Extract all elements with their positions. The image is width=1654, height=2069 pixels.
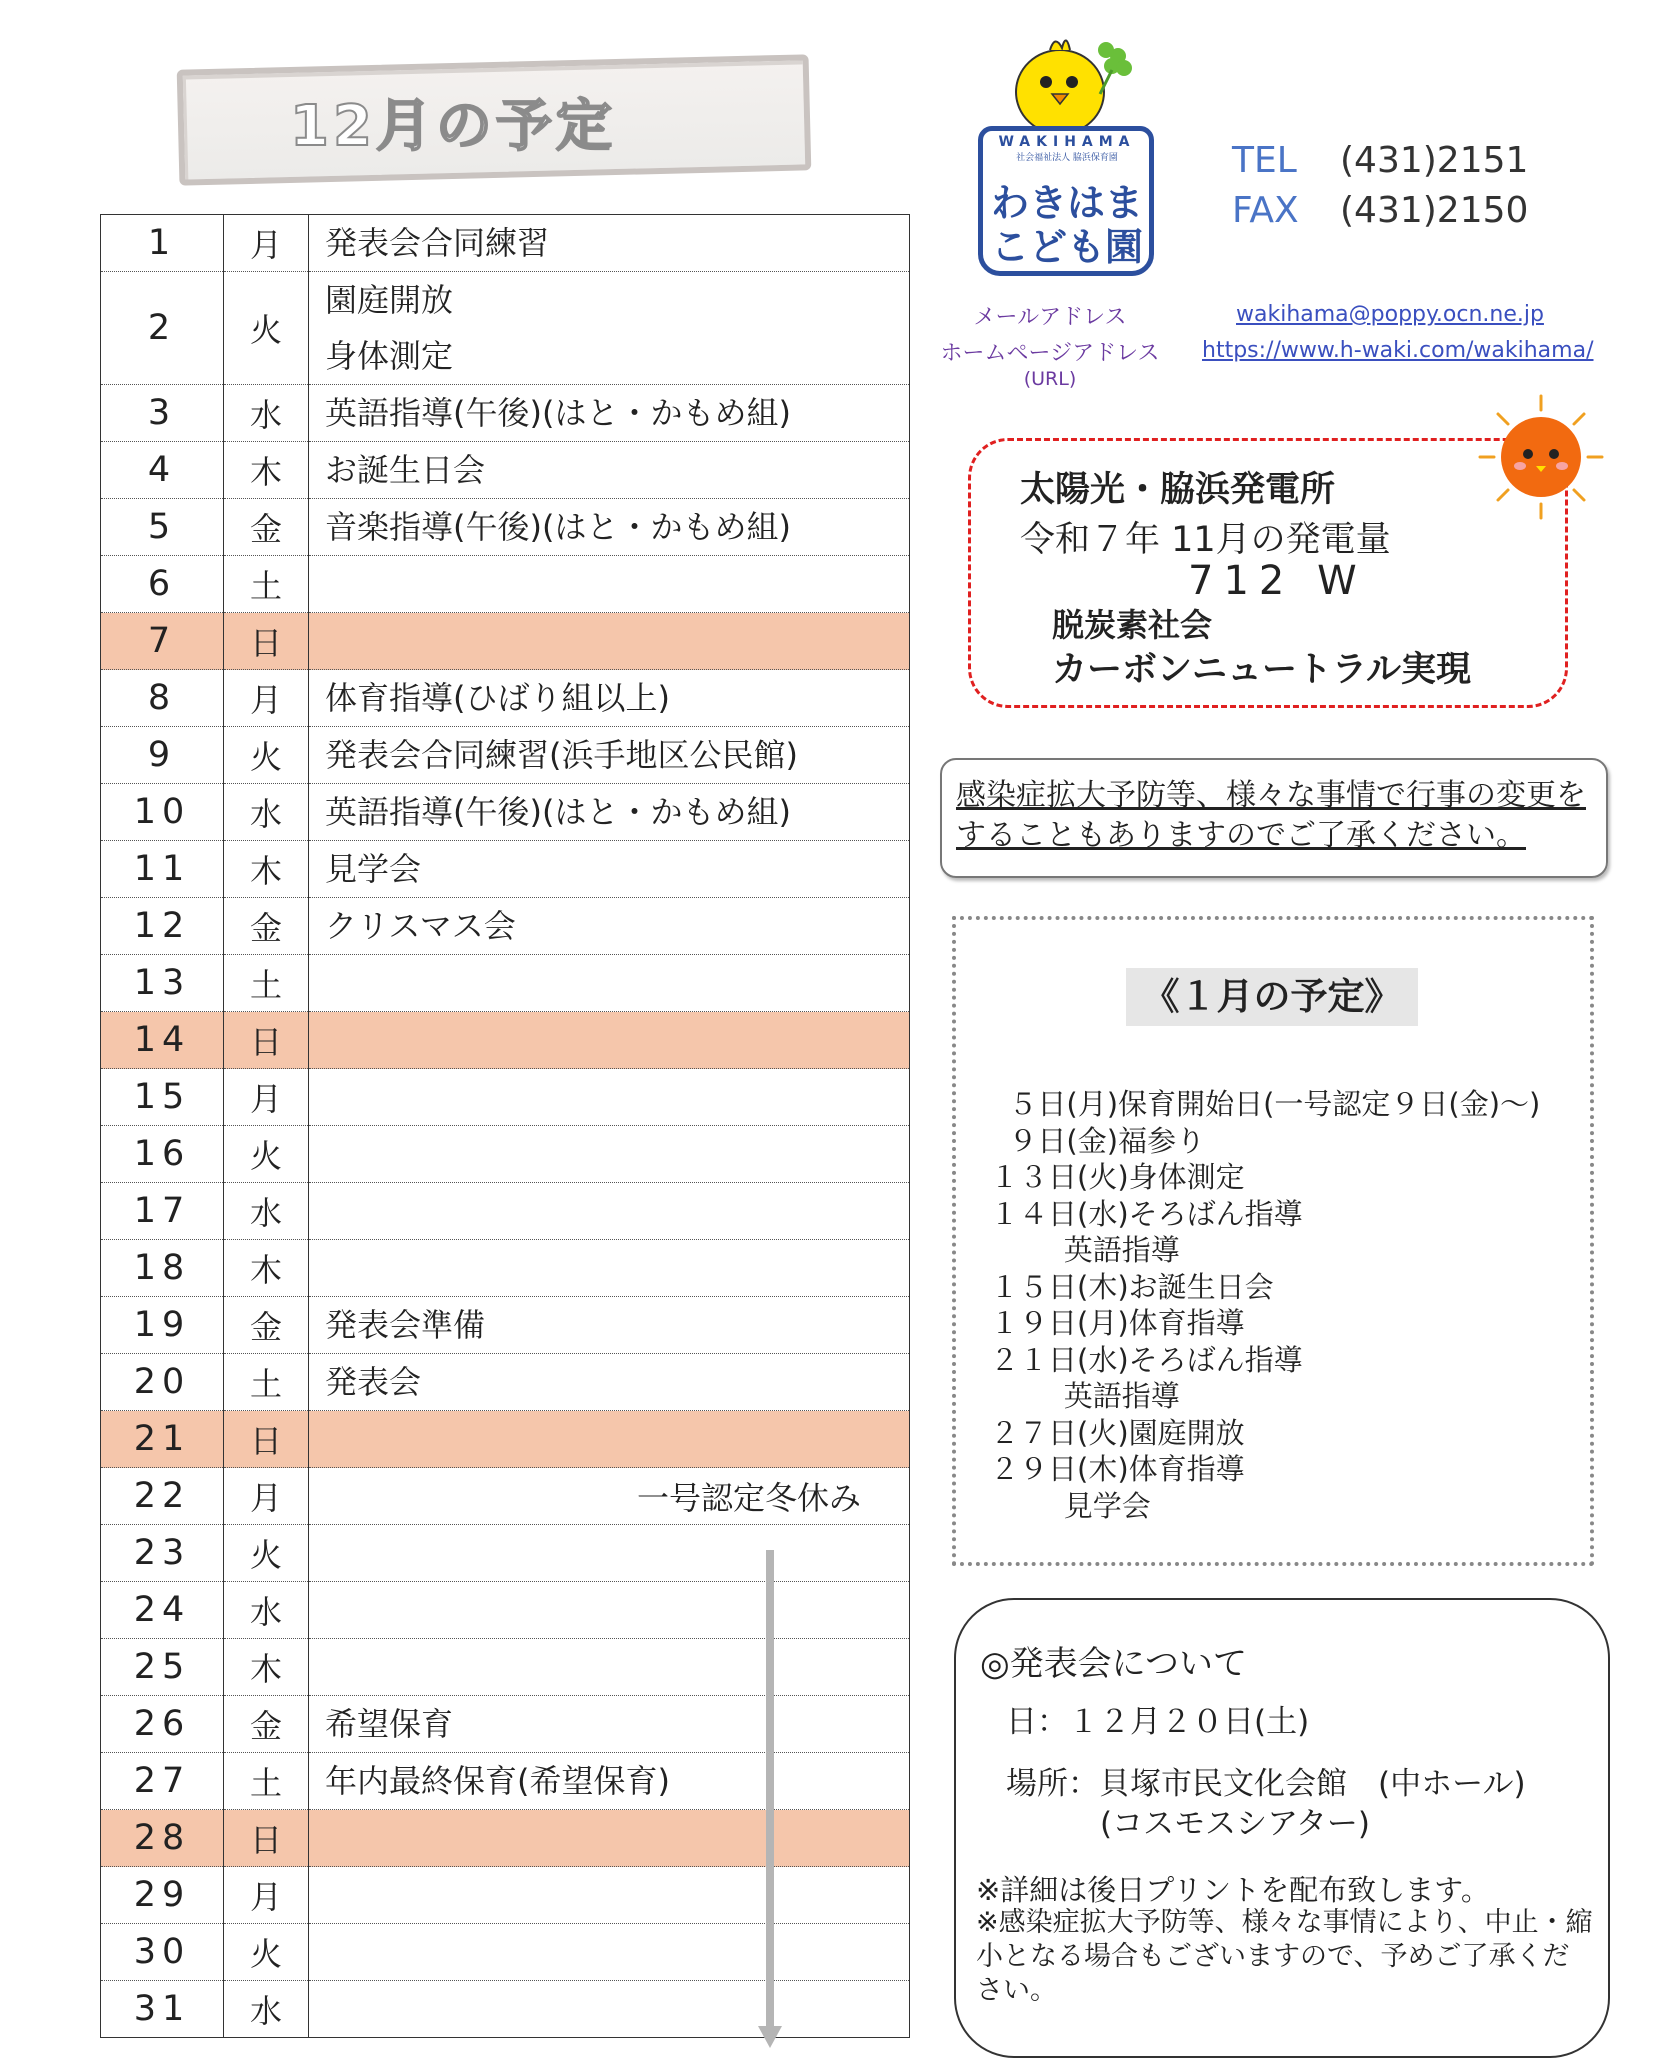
- notice-text: 感染症拡大予防等、様々な事情で行事の変更をすることもありますのでご了承ください。: [956, 778, 1586, 853]
- list-item: ５日(月)保育開始日(一号認定９日(金)～): [990, 1087, 1541, 1121]
- december-schedule-table: [100, 214, 910, 2038]
- event-cell: [309, 955, 910, 1012]
- event-text: 園庭開放: [325, 281, 454, 319]
- weekday: 月: [224, 670, 309, 727]
- weekday: 日: [224, 613, 309, 670]
- weekday: 水: [224, 784, 309, 841]
- day-number: 27: [101, 1753, 224, 1810]
- day-number: 22: [101, 1468, 224, 1525]
- list-item: ９日(金)福参り: [990, 1123, 1206, 1158]
- table-row: [101, 1354, 910, 1411]
- event-cell: [309, 272, 910, 385]
- page-title: 12月の予定: [290, 94, 616, 159]
- weekday: 金: [224, 898, 309, 955]
- event-cell: [309, 1867, 910, 1924]
- weekday: 火: [224, 1525, 309, 1582]
- mail-label: メールアドレス: [973, 305, 1127, 330]
- list-item: 英語指導: [990, 1233, 1180, 1267]
- recital-title: ◎発表会について: [980, 1644, 1247, 1684]
- january-list: [990, 1086, 1540, 1524]
- table-row: [101, 499, 910, 556]
- event-cell: [309, 1297, 910, 1354]
- recital-date: 日：１２月２０日(土): [1006, 1704, 1310, 1740]
- recital-note2: ※感染症拡大予防等、様々な事情により、中止・縮小となる場合もございますので、予めご了承ください。: [976, 1907, 1593, 2006]
- list-item: 見学会: [990, 1488, 1151, 1523]
- event-text: クリスマス会: [325, 907, 516, 945]
- weekday: 金: [224, 499, 309, 556]
- event-cell: [309, 613, 910, 670]
- weekday: 日: [224, 1411, 309, 1468]
- solar-line2: カーボンニュートラル実現: [1052, 650, 1471, 690]
- list-item: 英語指導: [990, 1379, 1180, 1413]
- logo-name-line2: こども園: [990, 225, 1143, 269]
- list-item: ２１日(水)そろばん指導: [990, 1342, 1303, 1377]
- table-row: [101, 1012, 910, 1069]
- day-number: 26: [101, 1696, 224, 1753]
- day-number: 31: [101, 1981, 224, 2038]
- table-row: [101, 670, 910, 727]
- tel-label: TEL: [1232, 140, 1297, 181]
- arrow-down-icon: [758, 2026, 782, 2048]
- event-cell: [309, 442, 910, 499]
- weekday: 土: [224, 556, 309, 613]
- table-row: [101, 442, 910, 499]
- winter-break-note: 一号認定冬休み: [636, 1479, 861, 1517]
- event-cell: [309, 1183, 910, 1240]
- tel-row: [1232, 140, 1528, 181]
- day-number: 1: [101, 215, 224, 272]
- fax-label: FAX: [1232, 190, 1299, 231]
- day-number: 4: [101, 442, 224, 499]
- event-text: お誕生日会: [325, 451, 486, 489]
- day-number: 18: [101, 1240, 224, 1297]
- weekday: 火: [224, 1924, 309, 1981]
- event-cell: [309, 1525, 910, 1582]
- table-row: [101, 1867, 910, 1924]
- day-number: 2: [101, 272, 224, 385]
- event-cell: [309, 784, 910, 841]
- event-text: 発表会準備: [325, 1306, 486, 1344]
- event-cell: [309, 1126, 910, 1183]
- weekday: 水: [224, 385, 309, 442]
- event-text: 英語指導(午後)(はと・かもめ組): [325, 394, 791, 432]
- day-number: 10: [101, 784, 224, 841]
- table-row: [101, 1753, 910, 1810]
- day-number: 13: [101, 955, 224, 1012]
- event-cell: [309, 385, 910, 442]
- weekday: 木: [224, 841, 309, 898]
- day-number: 8: [101, 670, 224, 727]
- list-item: １５日(木)お誕生日会: [990, 1269, 1274, 1304]
- logo-subtitle: 社会福祉法人 脇浜保育園: [1016, 153, 1118, 163]
- day-number: 25: [101, 1639, 224, 1696]
- weekday: 火: [224, 272, 309, 385]
- event-text: 身体測定: [325, 337, 454, 375]
- fax-row: [1232, 190, 1528, 231]
- weekday: 木: [224, 1240, 309, 1297]
- notice-box: [940, 758, 1608, 878]
- table-row: [101, 1810, 910, 1867]
- day-number: 7: [101, 613, 224, 670]
- table-row: [101, 613, 910, 670]
- day-number: 12: [101, 898, 224, 955]
- weekday: 土: [224, 955, 309, 1012]
- table-row: [101, 955, 910, 1012]
- table-row: [101, 1582, 910, 1639]
- weekday: 水: [224, 1981, 309, 2038]
- homepage-link[interactable]: https://www.h-waki.com/wakihama/: [1202, 338, 1594, 363]
- table-row: [101, 727, 910, 784]
- solar-title: 太陽光・脇浜発電所: [1020, 470, 1336, 510]
- event-cell: [309, 1639, 910, 1696]
- event-text: 音楽指導(午後)(はと・かもめ組): [325, 508, 791, 546]
- event-cell: [309, 1981, 910, 2038]
- sun-icon: [1476, 392, 1606, 522]
- logo-name-line1: わきはま: [990, 181, 1143, 225]
- event-cell: [309, 1810, 910, 1867]
- weekday: 土: [224, 1354, 309, 1411]
- table-row: [101, 1981, 910, 2038]
- table-row: [101, 1069, 910, 1126]
- fax-number: (431)2150: [1340, 190, 1529, 231]
- weekday: 水: [224, 1582, 309, 1639]
- event-text: 体育指導(ひばり組以上): [325, 679, 670, 717]
- event-text: 見学会: [325, 850, 422, 888]
- january-title: 《１月の予定》: [1126, 968, 1418, 1026]
- recital-note1: ※詳細は後日プリントを配布致します。: [976, 1873, 1490, 1907]
- solar-line1: 脱炭素社会: [1052, 606, 1213, 644]
- day-number: 11: [101, 841, 224, 898]
- table-row: [101, 841, 910, 898]
- list-item: ２７日(火)園庭開放: [990, 1415, 1245, 1450]
- event-cell: [309, 1696, 910, 1753]
- weekday: 土: [224, 1753, 309, 1810]
- day-number: 9: [101, 727, 224, 784]
- day-number: 3: [101, 385, 224, 442]
- winter-break-arrow-line: [766, 1550, 774, 2028]
- weekday: 木: [224, 442, 309, 499]
- table-row: [101, 898, 910, 955]
- day-number: 16: [101, 1126, 224, 1183]
- tel-number: (431)2151: [1340, 140, 1529, 181]
- day-number: 19: [101, 1297, 224, 1354]
- event-text: 発表会合同練習: [325, 224, 550, 262]
- homepage-label: ホームページアドレス: [940, 341, 1160, 366]
- weekday: 金: [224, 1297, 309, 1354]
- event-cell: [309, 841, 910, 898]
- table-row: [101, 272, 910, 385]
- event-cell: [309, 1354, 910, 1411]
- table-row: [101, 1240, 910, 1297]
- day-number: 23: [101, 1525, 224, 1582]
- table-row: [101, 215, 910, 272]
- chick-mascot-icon: [1000, 20, 1140, 140]
- day-number: 30: [101, 1924, 224, 1981]
- table-row: [101, 1468, 910, 1525]
- solar-subtitle: 令和７年 11月の発電量: [1020, 520, 1391, 560]
- weekday: 日: [224, 1012, 309, 1069]
- event-text: 希望保育: [325, 1705, 454, 1743]
- day-number: 21: [101, 1411, 224, 1468]
- weekday: 水: [224, 1183, 309, 1240]
- day-number: 24: [101, 1582, 224, 1639]
- event-cell: [309, 1012, 910, 1069]
- mail-link[interactable]: wakihama@poppy.ocn.ne.jp: [1236, 302, 1544, 327]
- event-cell: [309, 1240, 910, 1297]
- table-row: [101, 1525, 910, 1582]
- event-cell: [309, 898, 910, 955]
- list-item: １４日(水)そろばん指導: [990, 1196, 1303, 1231]
- table-row: [101, 1297, 910, 1354]
- weekday: 日: [224, 1810, 309, 1867]
- day-number: 15: [101, 1069, 224, 1126]
- day-number: 6: [101, 556, 224, 613]
- table-row: [101, 1696, 910, 1753]
- weekday: 月: [224, 1468, 309, 1525]
- table-row: [101, 1411, 910, 1468]
- recital-place: 場所：貝塚市民文化会館 (中ホール): [1006, 1766, 1526, 1802]
- event-text: 発表会合同練習(浜手地区公民館): [325, 736, 798, 774]
- url-label: (URL): [1023, 368, 1077, 390]
- event-cell: [309, 556, 910, 613]
- day-number: 20: [101, 1354, 224, 1411]
- day-number: 14: [101, 1012, 224, 1069]
- weekday: 木: [224, 1639, 309, 1696]
- weekday: 火: [224, 1126, 309, 1183]
- list-item: １３日(火)身体測定: [990, 1160, 1245, 1194]
- event-cell: [309, 1411, 910, 1468]
- list-item: １９日(月)体育指導: [990, 1306, 1245, 1340]
- event-cell: [309, 670, 910, 727]
- event-cell: [309, 1069, 910, 1126]
- event-cell: [309, 1582, 910, 1639]
- event-cell: [309, 1753, 910, 1810]
- table-row: [101, 556, 910, 613]
- weekday: 月: [224, 215, 309, 272]
- day-number: 28: [101, 1810, 224, 1867]
- event-cell: [309, 1924, 910, 1981]
- day-number: 17: [101, 1183, 224, 1240]
- table-row: [101, 1183, 910, 1240]
- event-text: 年内最終保育(希望保育): [325, 1762, 670, 1800]
- schedule-body: [101, 215, 910, 2038]
- table-row: [101, 1126, 910, 1183]
- day-number: 29: [101, 1867, 224, 1924]
- event-cell: [309, 1468, 910, 1525]
- weekday: 月: [224, 1867, 309, 1924]
- solar-value: 712 W: [1188, 558, 1367, 604]
- weekday: 金: [224, 1696, 309, 1753]
- event-cell: [309, 499, 910, 556]
- day-number: 5: [101, 499, 224, 556]
- event-cell: [309, 727, 910, 784]
- table-row: [101, 784, 910, 841]
- event-cell: [309, 215, 910, 272]
- list-item: ２９日(木)体育指導: [990, 1452, 1245, 1486]
- table-row: [101, 385, 910, 442]
- event-text: 英語指導(午後)(はと・かもめ組): [325, 793, 791, 831]
- logo-english-name: WAKIHAMA: [998, 134, 1136, 150]
- weekday: 火: [224, 727, 309, 784]
- weekday: 月: [224, 1069, 309, 1126]
- recital-place-sub: (コスモスシアター): [1100, 1806, 1371, 1842]
- event-text: 発表会: [325, 1363, 422, 1401]
- table-row: [101, 1924, 910, 1981]
- table-row: [101, 1639, 910, 1696]
